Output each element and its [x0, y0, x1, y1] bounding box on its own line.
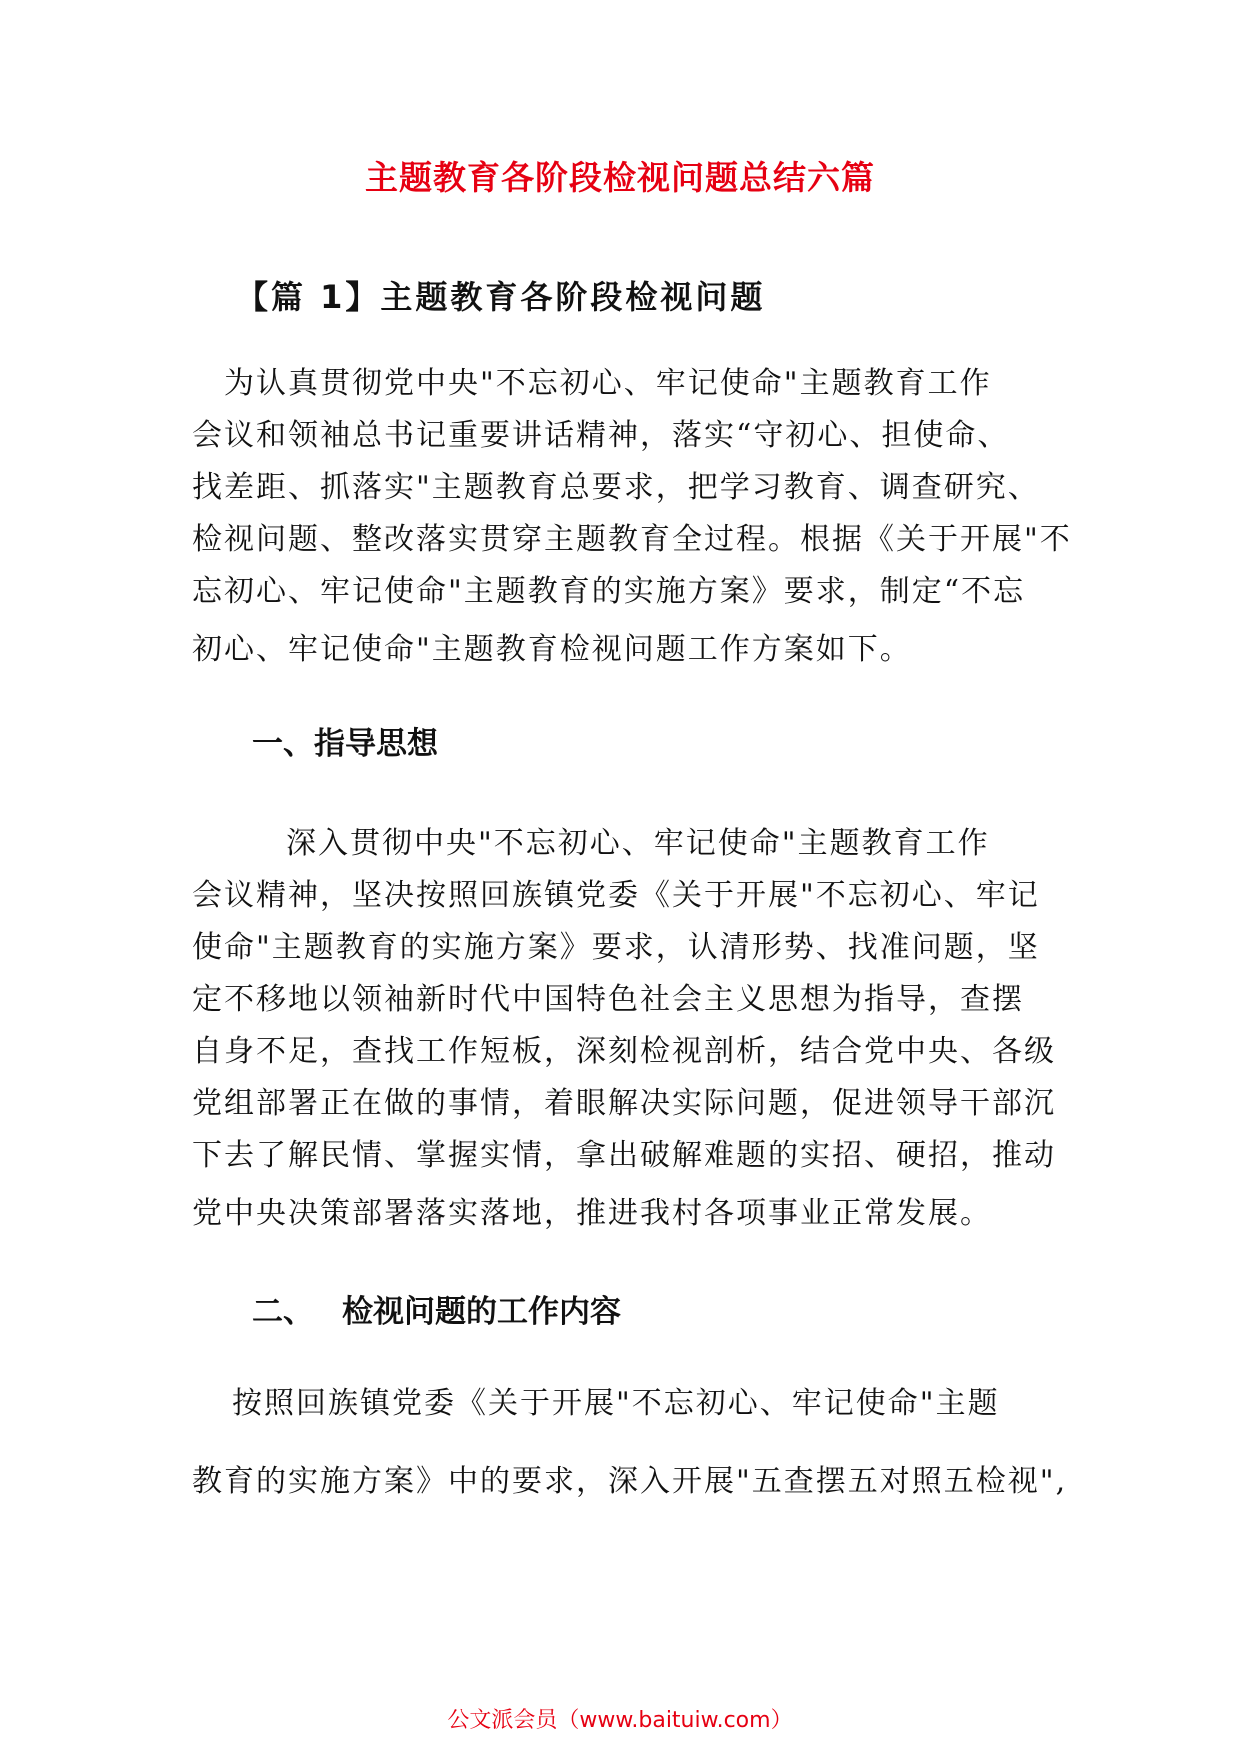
paragraph-line: 党组部署正在做的事情，着眼解决实际问题，促进领导干部沉	[192, 1086, 1056, 1121]
paragraph-line: 检视问题、整改落实贯穿主题教育全过程。根据《关于开展"不	[192, 522, 1072, 557]
document-title: 主题教育各阶段检视问题总结六篇	[365, 158, 875, 197]
paragraph-line: 初心、牢记使命"主题教育检视问题工作方案如下。	[192, 632, 912, 667]
paragraph-line: 下去了解民情、掌握实情，拿出破解难题的实招、硬招，推动	[192, 1138, 1056, 1173]
paragraph-line: 定不移地以领袖新时代中国特色社会主义思想为指导，查摆	[192, 982, 1024, 1017]
heading-work-content	[252, 1286, 621, 1331]
paragraph-line: 按照回族镇党委《关于开展"不忘初心、牢记使命"主题	[232, 1386, 1000, 1421]
heading-number: 二、	[252, 1294, 314, 1330]
paragraph-line: 使命"主题教育的实施方案》要求，认清形势、找准问题，坚	[192, 930, 1040, 965]
paragraph-line: 为认真贯彻党中央"不忘初心、牢记使命"主题教育工作	[224, 366, 992, 401]
paragraph-line: 自身不足，查找工作短板，深刻检视剖析，结合党中央、各级	[192, 1034, 1056, 1069]
paragraph-line: 会议精神，坚决按照回族镇党委《关于开展"不忘初心、牢记	[192, 878, 1040, 913]
footer-watermark: 公文派会员（www.baituiw.com）	[447, 1708, 793, 1733]
paragraph-line: 会议和领袖总书记重要讲话精神，落实“守初心、担使命、	[192, 418, 1010, 453]
heading-text: 检视问题的工作内容	[342, 1294, 621, 1330]
paragraph-line: 忘初心、牢记使命"主题教育的实施方案》要求，制定“不忘	[192, 574, 1026, 609]
paragraph-line: 党中央决策部署落实落地，推进我村各项事业正常发展。	[192, 1196, 992, 1231]
paragraph-line: 教育的实施方案》中的要求，深入开展"五查摆五对照五检视",	[192, 1464, 1068, 1499]
heading-guiding-ideology: 一、指导思想	[252, 726, 438, 762]
paragraph-line: 找差距、抓落实"主题教育总要求，把学习教育、调查研究、	[192, 470, 1040, 505]
paragraph-line: 深入贯彻中央"不忘初心、牢记使命"主题教育工作	[286, 826, 990, 861]
section-title: 【篇 1】主题教育各阶段检视问题	[236, 278, 766, 316]
